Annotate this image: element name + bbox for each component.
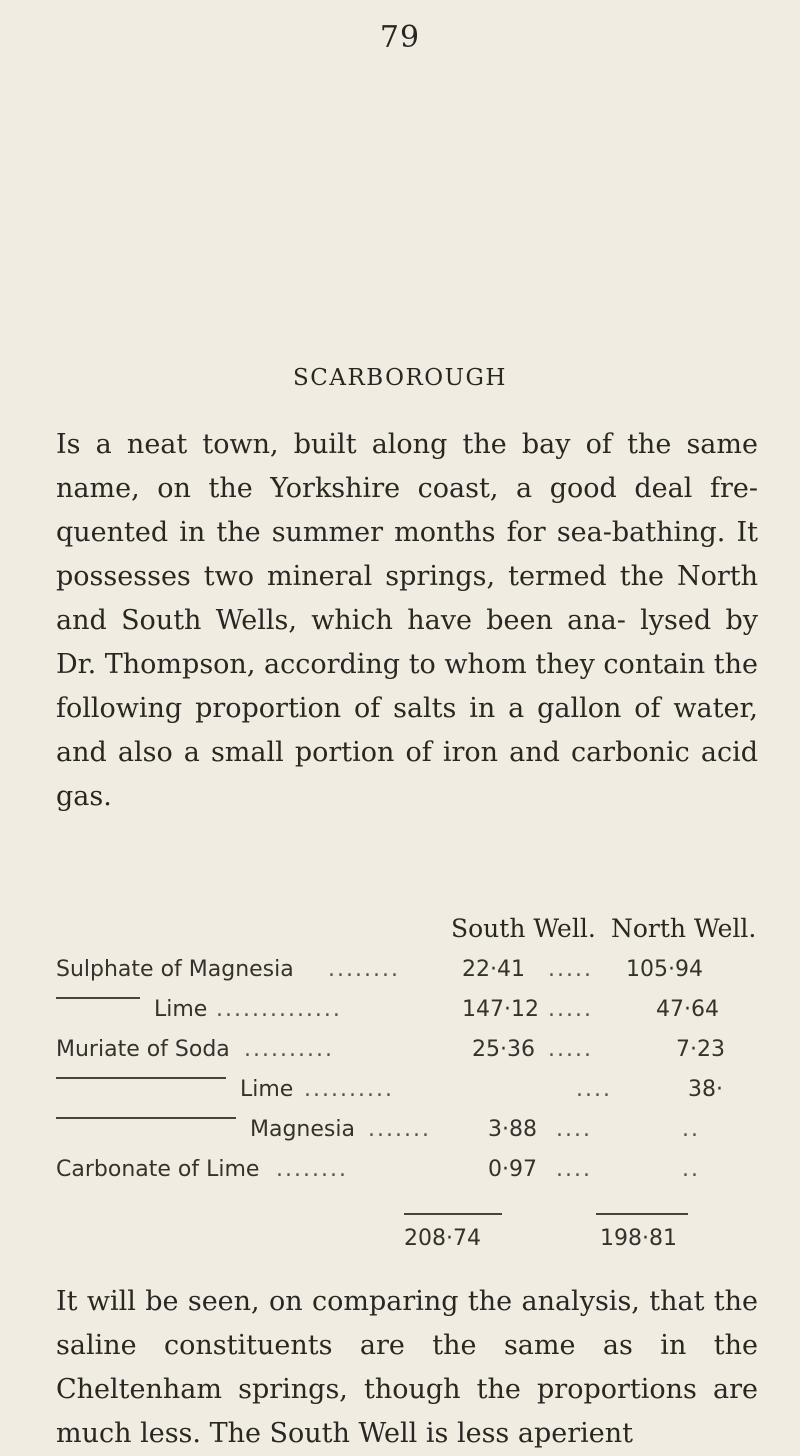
leader-dots: .......... xyxy=(304,1077,394,1102)
page-number: 79 xyxy=(379,20,421,55)
table-column-headers xyxy=(0,914,800,954)
separator-dots: .... xyxy=(556,1117,592,1142)
north-value: 105·94 xyxy=(626,957,703,982)
leader-dots: ....... xyxy=(368,1117,431,1142)
closing-paragraph: It will be seen, on comparing the analysis, that the saline constituents are the same as in the Cheltenham springs, though the proportions are much less. The South Well is less aperient xyxy=(56,1286,758,1449)
south-total-rule xyxy=(404,1213,502,1215)
row-label: Magnesia xyxy=(250,1117,355,1142)
separator-dots: ..... xyxy=(548,997,593,1022)
north-value: 7·23 xyxy=(676,1037,725,1062)
south-value: 0·97 xyxy=(488,1157,537,1182)
north-total-rule xyxy=(596,1213,688,1215)
intro-paragraph: Is a neat town, built along the bay of the same name, on the Yorkshire coast, a good deal fre- quented in the summer months for sea-bathing. It possesses two mineral springs, termed the North and South Wells, which have been ana- lysed by Dr. Thompson, according to whom they contain the following proportion of salts in a gallon of water, and also a small portion of iron and carbonic acid gas. xyxy=(56,429,758,812)
separator-dots: .... xyxy=(556,1157,592,1182)
section-heading: SCARBOROUGH xyxy=(293,365,507,391)
north-ditto-dots: .. xyxy=(682,1157,700,1182)
table-row xyxy=(56,997,766,1037)
row-label: Muriate of Soda xyxy=(56,1037,230,1062)
row-label: Carbonate of Lime xyxy=(56,1157,260,1182)
row-label: Lime xyxy=(240,1077,294,1102)
separator-dots: .... xyxy=(576,1077,612,1102)
south-value: 25·36 xyxy=(472,1037,535,1062)
north-ditto-dots: .. xyxy=(682,1117,700,1142)
column-header-south-well: South Well. xyxy=(451,914,596,943)
leader-dots: .......... xyxy=(244,1037,334,1062)
column-header-north-well: North Well. xyxy=(611,914,757,943)
table-row xyxy=(56,1157,766,1197)
south-value: 3·88 xyxy=(488,1117,537,1142)
table-row xyxy=(56,1077,766,1117)
north-value: 38· xyxy=(688,1077,723,1102)
table-row xyxy=(56,1037,766,1077)
leader-dots: ........ xyxy=(328,957,400,982)
north-total: 198·81 xyxy=(600,1226,677,1251)
table-row xyxy=(56,1117,766,1157)
separator-dots: ..... xyxy=(548,957,593,982)
south-total: 208·74 xyxy=(404,1226,481,1251)
leader-dots: ........ xyxy=(276,1157,348,1182)
leader-dots: .............. xyxy=(216,997,342,1022)
row-label: Lime xyxy=(154,997,208,1022)
south-value: 22·41 xyxy=(462,957,525,982)
row-label: Sulphate of Magnesia xyxy=(56,957,294,982)
south-value: 147·12 xyxy=(462,997,539,1022)
north-value: 47·64 xyxy=(656,997,719,1022)
separator-dots: ..... xyxy=(548,1037,593,1062)
table-row xyxy=(56,957,766,997)
